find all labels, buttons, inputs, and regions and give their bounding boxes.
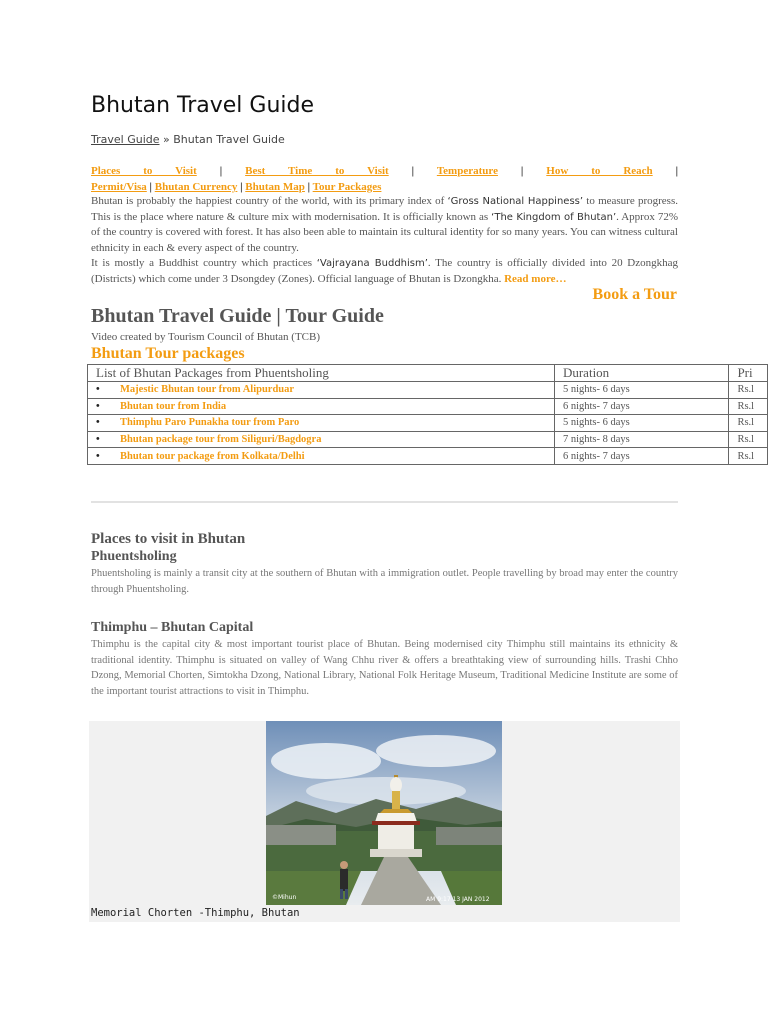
package-link[interactable]: Thimphu Paro Punakha tour from Paro: [120, 417, 300, 429]
breadcrumb-separator: »: [163, 133, 170, 146]
page-title: Bhutan Travel Guide: [91, 93, 315, 118]
nav-links-row-1: [91, 164, 678, 179]
phuentsholing-heading: Phuentsholing: [91, 549, 177, 564]
duration-cell: 5 nights- 6 days: [554, 382, 728, 399]
package-link[interactable]: Bhutan package tour from Siliguri/Bagdogra: [120, 434, 322, 446]
intro-quote-gnh: ‘Gross National Happiness’: [447, 196, 584, 207]
thimphu-text: Thimphu is the capital city & most important tourist place of Bhutan. Being modernised city Thimphu still maintains its ethnicity & traditional identity. Thimphu is situated on valley of Wang Chhu river & offers a breathtaking view of surrounding hills. Trashi Chho Dzong, Memorial Chorten, Simtokha Dzong, National Library, National Folk Heritage Museum, Traditional Medicine Institute are some of the important tourist attractions to visit in Thimphu.: [91, 639, 678, 697]
bullet-icon: •: [96, 434, 100, 446]
guide-heading: Bhutan Travel Guide | Tour Guide: [91, 305, 384, 327]
duration-cell: 7 nights- 8 days: [554, 431, 728, 448]
bullet-icon: •: [96, 400, 100, 412]
duration-cell: 6 nights- 7 days: [554, 398, 728, 415]
nav-link-map[interactable]: Bhutan Map: [245, 181, 305, 193]
nav-separator: |: [240, 181, 243, 193]
section-divider: [91, 501, 678, 503]
package-name-cell: [88, 382, 555, 399]
nav-separator: |: [675, 165, 679, 177]
places-heading: Places to visit in Bhutan: [91, 531, 246, 547]
intro-text: to measure progress. This is the place where nature & culture mix with modernisation. It is officially known as: [91, 195, 678, 223]
col-header-duration: Duration: [554, 365, 728, 382]
photo-date-stamp: AM 9:17 13 JAN 2012: [426, 896, 490, 903]
package-name-cell: [88, 448, 555, 465]
intro-quote-kingdom: ‘The Kingdom of Bhutan’: [491, 211, 617, 223]
bullet-icon: •: [96, 450, 100, 462]
book-tour-link[interactable]: Book a Tour: [592, 286, 677, 303]
memorial-chorten-photo[interactable]: [266, 721, 502, 905]
intro-text: . Approx 72% of the country is covered with forest. It has also been able to maintain its cultural identity for so many years. You can witness cultural ethnicity in each & every aspect of the country.: [91, 210, 678, 254]
intro-paragraph-2: [91, 256, 678, 287]
table-header-row: [88, 365, 768, 382]
price-cell: Rs.l: [729, 448, 768, 465]
nav-link-permit[interactable]: Permit/Visa: [91, 181, 147, 193]
nav-separator: |: [411, 165, 415, 177]
table-row: [88, 448, 768, 465]
price-cell: Rs.l: [729, 415, 768, 432]
col-header-price: Pri: [729, 365, 768, 382]
nav-link-best-time[interactable]: Best Time to Visit: [245, 165, 389, 177]
nav-separator: |: [219, 165, 223, 177]
read-more-link[interactable]: Read more…: [504, 272, 567, 285]
table-row: [88, 382, 768, 399]
nav-link-packages[interactable]: Tour Packages: [312, 181, 382, 193]
intro-quote-vajrayana: ‘Vajrayana Buddhism’: [316, 258, 428, 269]
nav-link-currency[interactable]: Bhutan Currency: [154, 181, 238, 193]
nav-link-places[interactable]: Places to Visit: [91, 165, 197, 177]
photo-watermark: ©Mihun: [272, 894, 297, 901]
table-row: [88, 431, 768, 448]
thimphu-heading: Thimphu – Bhutan Capital: [91, 620, 254, 635]
package-link[interactable]: Majestic Bhutan tour from Alipurduar: [120, 384, 295, 396]
nav-link-temperature[interactable]: Temperature: [436, 165, 498, 177]
package-name-cell: [88, 431, 555, 448]
duration-cell: 5 nights- 6 days: [554, 415, 728, 432]
price-cell: Rs.l: [729, 398, 768, 415]
packages-table: [87, 364, 768, 465]
nav-link-how-to-reach[interactable]: How to Reach: [546, 165, 653, 177]
breadcrumb: [91, 133, 285, 146]
intro-text: Bhutan is probably the happiest country of the world, with its primary index of: [91, 195, 448, 207]
col-header-package: List of Bhutan Packages from Phuentsholing: [88, 365, 555, 382]
breadcrumb-current: Bhutan Travel Guide: [173, 133, 285, 146]
phuentsholing-text: Phuentsholing is mainly a transit city at the southern of Bhutan with a immigration outlet. People travelling by broad may enter the country through Phuentsholing.: [91, 568, 678, 595]
intro-text: It is mostly a Buddhist country which practices: [91, 257, 317, 269]
intro-paragraph-1: [91, 194, 678, 256]
bullet-icon: •: [96, 417, 100, 429]
nav-separator: |: [307, 181, 311, 193]
price-cell: Rs.l: [729, 382, 768, 399]
nav-links-row-2: [91, 180, 678, 195]
video-credit: Video created by Tourism Council of Bhutan (TCB): [91, 331, 321, 343]
table-row: [88, 415, 768, 432]
nav-separator: |: [149, 181, 152, 193]
package-name-cell: [88, 398, 555, 415]
breadcrumb-home-link[interactable]: Travel Guide: [91, 133, 160, 146]
price-cell: Rs.l: [729, 431, 768, 448]
bullet-icon: •: [96, 384, 100, 396]
nav-separator: |: [520, 165, 524, 177]
package-name-cell: [88, 415, 555, 432]
duration-cell: 6 nights- 7 days: [554, 448, 728, 465]
intro-text: . The country is officially divided into 20 Dzongkhag (Districts) which come under 3 Dsongdey (Zones). Official language of Bhutan is Dzongkha.: [91, 257, 679, 285]
tour-packages-heading: Bhutan Tour packages: [91, 345, 245, 362]
package-link[interactable]: Bhutan tour package from Kolkata/Delhi: [120, 450, 305, 462]
photo-caption: Memorial Chorten -Thimphu, Bhutan: [91, 907, 300, 919]
table-row: [88, 398, 768, 415]
package-link[interactable]: Bhutan tour from India: [120, 400, 227, 412]
